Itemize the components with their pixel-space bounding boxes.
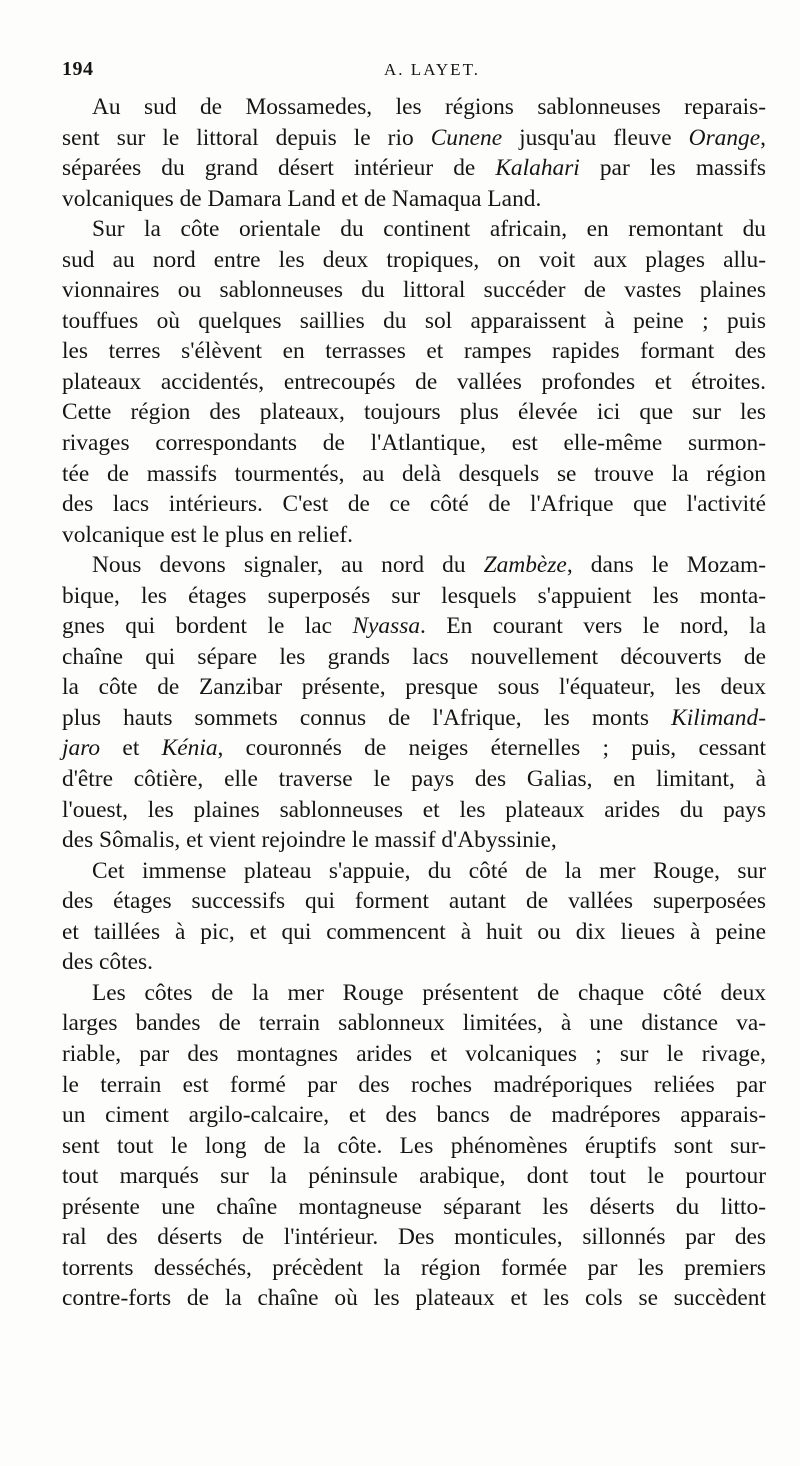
text-run: plateaux accidentés, entrecoupés de vallées profondes et étroites. [62, 368, 766, 395]
text-line [62, 1283, 766, 1314]
text-line [62, 1161, 766, 1192]
text-run: sud au nord entre les deux tropiques, on voit aux plages allu- [62, 246, 766, 273]
text-run: présente une chaîne montagneuse séparant les déserts du litto- [62, 1193, 766, 1220]
text-run: des étages successifs qui forment autant de vallées superposées [62, 888, 766, 915]
text-line [62, 581, 766, 612]
italic-term: Kalahari [495, 155, 580, 182]
text-run: gnes qui bordent le lac [62, 613, 353, 640]
text-run: Sur la côte orientale du continent africain, en remontant du [92, 216, 766, 243]
text-run: la côte de Zanzibar présente, presque sous l'équateur, les deux [62, 674, 766, 701]
text-line [62, 917, 766, 948]
text-run: et taillées à pic, et qui commencent à huit ou dix lieues à peine [62, 918, 766, 945]
text-line [62, 459, 766, 490]
text-line [62, 550, 766, 581]
text-run: sent sur le littoral depuis le rio [62, 124, 431, 151]
italic-term: Kénia [161, 735, 218, 762]
text-run: riable, par des montagnes arides et volcaniques ; sur le rivage, [62, 1040, 766, 1067]
text-line [62, 1192, 766, 1223]
text-run: Au sud de Mossamedes, les régions sablonneuses reparais- [92, 94, 766, 120]
text-run: contre-forts de la chaîne où les plateaux et les cols se succèdent [62, 1285, 766, 1312]
text-run: touffues où quelques saillies du sol apparaissent à peine ; puis [62, 307, 766, 334]
text-run: volcanique est le plus en relief. [62, 521, 353, 548]
text-run: le terrain est formé par des roches madréporiques reliées par [62, 1071, 766, 1098]
text-line [62, 397, 766, 428]
text-line [62, 611, 766, 642]
text-line [62, 795, 766, 826]
text-run: un ciment argilo-calcaire, et des bancs de madrépores apparais- [62, 1102, 766, 1129]
text-line [62, 367, 766, 398]
text-line [62, 275, 766, 306]
text-line [62, 214, 766, 245]
text-run: tée de massifs tourmentés, au delà desquels se trouve la région [62, 460, 766, 487]
text-run: larges bandes de terrain sablonneux limitées, à une distance va- [62, 1010, 766, 1037]
text-line [62, 1039, 766, 1070]
text-run: les terres s'élèvent en terrasses et rampes rapides formant des [62, 338, 766, 365]
text-run: Nous devons signaler, au nord du [92, 552, 484, 579]
text-line [62, 825, 766, 856]
text-line [62, 520, 766, 551]
text-line [62, 1100, 766, 1131]
text-line [62, 703, 766, 734]
text-run: ral des déserts de l'intérieur. Des monticules, sillonnés par des [62, 1224, 766, 1251]
text-run: jusqu'au fleuve [502, 124, 689, 151]
text-line [62, 642, 766, 673]
text-line [62, 489, 766, 520]
paragraph [62, 978, 766, 1314]
text-line [62, 672, 766, 703]
text-line [62, 153, 766, 184]
running-head: A. LAYET. [384, 60, 480, 79]
text-line [62, 978, 766, 1009]
text-line [62, 123, 766, 154]
text-run: bique, les étages superposés sur lesquels s'appuient les monta- [62, 582, 766, 609]
body-text [62, 92, 766, 1314]
text-run: . En courant vers le nord, la [420, 613, 766, 640]
text-run: vionnaires ou sablonneuses du littoral succéder de vastes plaines [62, 277, 766, 304]
paragraph [62, 214, 766, 550]
paragraph [62, 856, 766, 978]
text-run: l'ouest, les plaines sablonneuses et les plateaux arides du pays [62, 796, 766, 823]
page-header [62, 58, 762, 88]
text-line [62, 245, 766, 276]
text-run: d'être côtière, elle traverse le pays des Galias, en limitant, à [62, 766, 766, 793]
text-run: séparées du grand désert intérieur de [62, 155, 496, 182]
text-line [62, 1070, 766, 1101]
text-line [62, 1131, 766, 1162]
italic-term: Cunene [430, 124, 503, 151]
text-line [62, 428, 766, 459]
text-line [62, 1253, 766, 1284]
text-run: et [100, 735, 162, 762]
text-line [62, 184, 766, 215]
text-run: chaîne qui sépare les grands lacs nouvellement découverts de [62, 643, 766, 670]
paragraph [62, 92, 766, 214]
text-run: Les côtes de la mer Rouge présentent de chaque côté deux [92, 979, 766, 1006]
text-line [62, 92, 766, 123]
text-line [62, 764, 766, 795]
text-run: Cette région des plateaux, toujours plus élevée ici que sur les [62, 399, 766, 426]
paragraph [62, 550, 766, 855]
text-run: rivages correspondants de l'Atlantique, est elle-même surmon- [62, 430, 766, 457]
italic-term: Kilimand- [671, 704, 766, 731]
text-run: tout marqués sur la péninsule arabique, dont tout le pourtour [62, 1163, 766, 1190]
text-line [62, 886, 766, 917]
text-line [62, 1008, 766, 1039]
text-run: , dans le Mozam- [566, 552, 766, 579]
text-run: des Sômalis, et vient rejoindre le massif d'Abyssinie, [62, 827, 557, 854]
text-line [62, 336, 766, 367]
page-number: 194 [62, 58, 94, 80]
text-run: torrents desséchés, précèdent la région formée par les premiers [62, 1254, 766, 1281]
text-run: Cet immense plateau s'appuie, du côté de la mer Rouge, sur [92, 857, 766, 884]
text-line [62, 856, 766, 887]
text-run: des côtes. [62, 949, 153, 976]
text-run: , [760, 124, 766, 151]
text-run: des lacs intérieurs. C'est de ce côté de l'Afrique que l'activité [62, 491, 766, 518]
italic-term: Orange [688, 124, 761, 151]
text-run: plus hauts sommets connus de l'Afrique, les monts [62, 704, 672, 731]
text-run: sent tout le long de la côte. Les phénomènes éruptifs sont sur- [62, 1132, 766, 1159]
text-run: par les massifs [579, 155, 766, 182]
text-run: , couronnés de neiges éternelles ; puis, cessant [217, 735, 767, 762]
text-line [62, 947, 766, 978]
italic-term: jaro [62, 735, 101, 762]
text-run: volcaniques de Damara Land et de Namaqua Land. [62, 185, 542, 212]
italic-term: Nyassa [352, 613, 421, 640]
text-line [62, 306, 766, 337]
text-line [62, 733, 766, 764]
text-line [62, 1222, 766, 1253]
italic-term: Zambèze [483, 552, 567, 579]
